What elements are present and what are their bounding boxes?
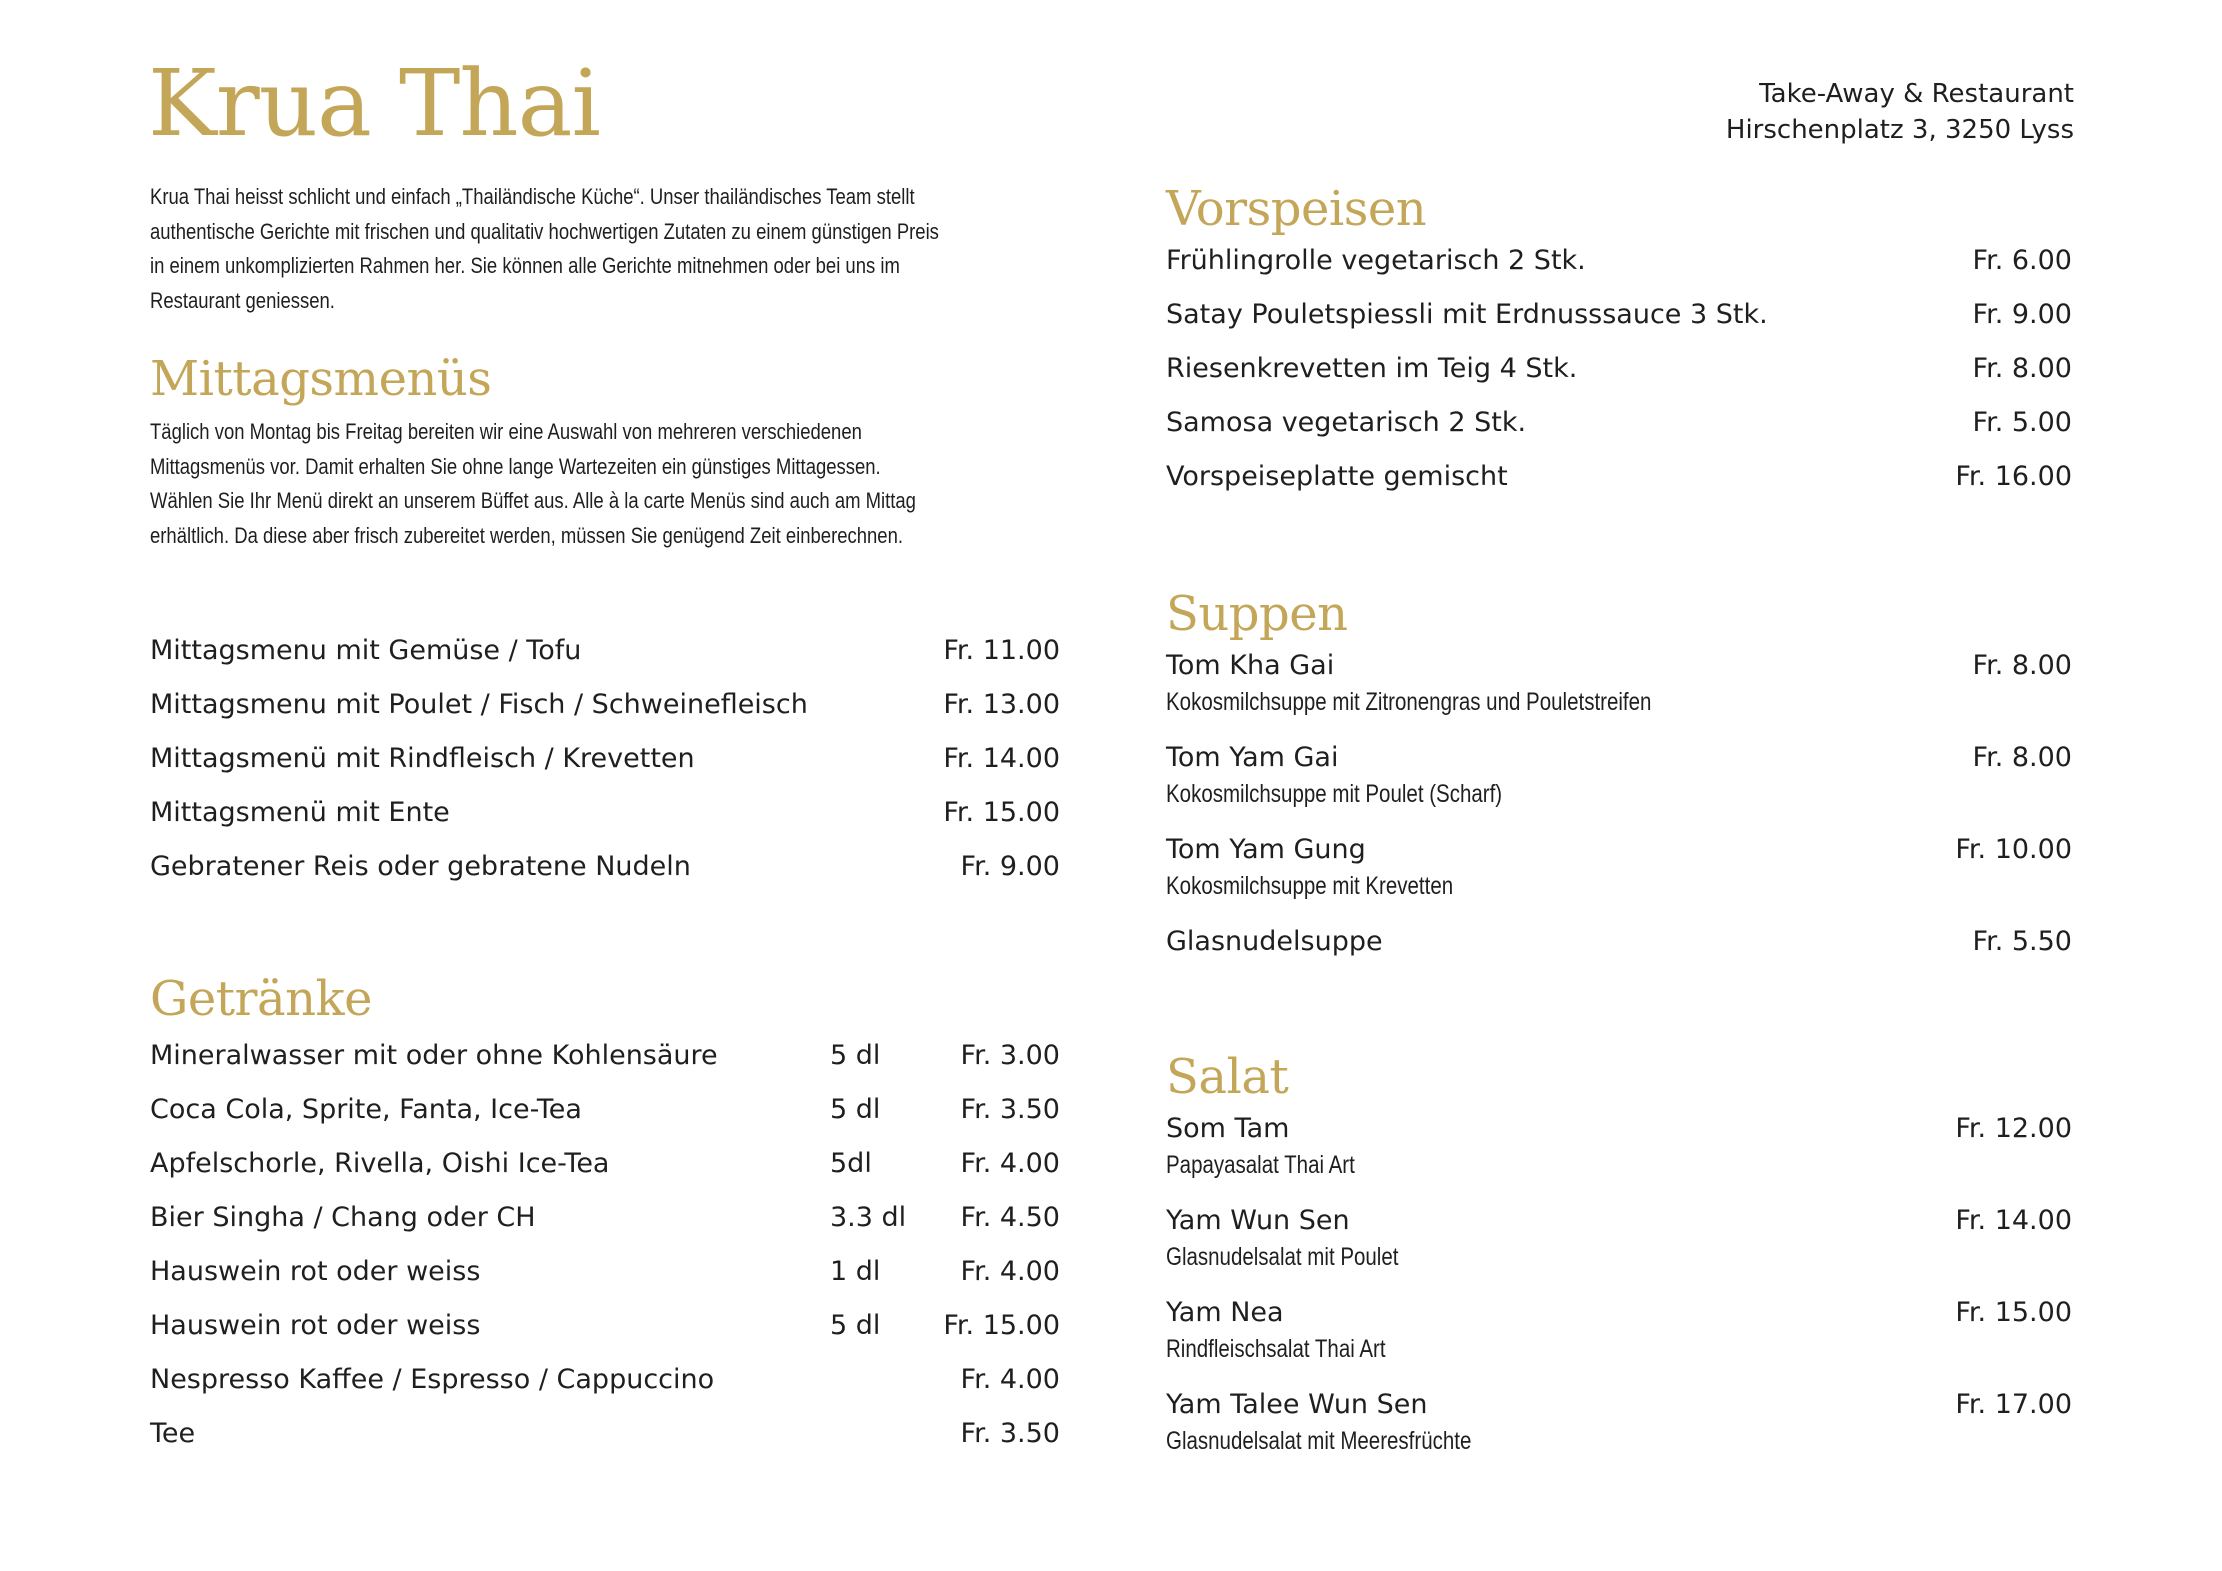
mittagsmenus-list	[150, 635, 1060, 905]
menu-item	[150, 797, 1060, 851]
item-label: Glasnudelsuppe	[1166, 926, 1383, 957]
menu-item	[150, 635, 1060, 689]
item-price: Fr. 15.00	[943, 1310, 1060, 1341]
item-label: Tom Kha Gai	[1166, 650, 1335, 681]
item-price: Fr. 8.00	[1972, 353, 2072, 384]
intro-paragraph	[150, 180, 1074, 318]
item-price: Fr. 14.00	[1955, 1205, 2072, 1236]
item-label: Mittagsmenü mit Rindfleisch / Krevetten	[150, 743, 695, 774]
item-description: Glasnudelsalat mit Poulet	[1166, 1243, 1399, 1271]
intro-line: Restaurant geniessen.	[150, 287, 335, 313]
item-label: Vorspeiseplatte gemischt	[1166, 461, 1508, 492]
salat-list	[1166, 1113, 2072, 1481]
item-price: Fr. 11.00	[943, 635, 1060, 666]
mittag-text-line: Wählen Sie Ihr Menü direkt an unserem Büffet aus. Alle à la carte Menüs sind auch am Mittag	[150, 488, 916, 513]
item-price: Fr. 4.00	[960, 1148, 1060, 1179]
item-price: Fr. 8.00	[1972, 650, 2072, 681]
item-label: Hauswein rot oder weiss	[150, 1256, 481, 1287]
section-heading-suppen: Suppen	[1166, 586, 1348, 642]
item-price: Fr. 4.00	[960, 1256, 1060, 1287]
item-price: Fr. 3.00	[960, 1040, 1060, 1071]
item-size: 5 dl	[830, 1040, 881, 1071]
mittag-text-line: Mittagsmenüs vor. Damit erhalten Sie ohne lange Wartezeiten ein günstiges Mittagessen.	[150, 453, 881, 479]
item-label: Mineralwasser mit oder ohne Kohlensäure	[150, 1040, 718, 1071]
item-size: 5 dl	[830, 1310, 881, 1341]
item-description: Kokosmilchsuppe mit Poulet (Scharf)	[1166, 780, 1503, 808]
restaurant-title: Krua Thai	[148, 50, 600, 157]
item-description: Rindfleischsalat Thai Art	[1166, 1335, 1386, 1363]
item-price: Fr. 15.00	[943, 797, 1060, 828]
item-label: Tom Yam Gung	[1166, 834, 1366, 865]
item-label: Riesenkrevetten im Teig 4 Stk.	[1166, 353, 1578, 384]
item-price: Fr. 5.00	[1972, 407, 2072, 438]
drink-item	[150, 1364, 1060, 1418]
item-label: Mittagsmenu mit Gemüse / Tofu	[150, 635, 582, 666]
menu-item	[1166, 650, 2072, 742]
address-line-1: Take-Away & Restaurant	[1759, 79, 2074, 109]
vorspeisen-list	[1166, 245, 2072, 515]
menu-item	[1166, 742, 2072, 834]
item-price: Fr. 6.00	[1972, 245, 2072, 276]
drink-item	[150, 1202, 1060, 1256]
item-label: Mittagsmenu mit Poulet / Fisch / Schweinefleisch	[150, 689, 808, 720]
section-heading-mittagsmenus: Mittagsmenüs	[150, 351, 492, 407]
item-description: Papayasalat Thai Art	[1166, 1151, 1355, 1179]
item-label: Satay Pouletspiessli mit Erdnusssauce 3 Stk.	[1166, 299, 1768, 330]
section-heading-getraenke: Getränke	[150, 971, 373, 1027]
item-price: Fr. 3.50	[960, 1418, 1060, 1449]
menu-item	[1166, 1205, 2072, 1297]
item-description: Kokosmilchsuppe mit Krevetten	[1166, 872, 1454, 900]
item-price: Fr. 8.00	[1972, 742, 2072, 773]
drink-item	[150, 1418, 1060, 1472]
item-label: Hauswein rot oder weiss	[150, 1310, 481, 1341]
item-price: Fr. 13.00	[943, 689, 1060, 720]
menu-item	[150, 851, 1060, 905]
section-heading-vorspeisen: Vorspeisen	[1166, 181, 1427, 237]
section-heading-salat: Salat	[1166, 1049, 1289, 1105]
drink-item	[150, 1256, 1060, 1310]
getraenke-list	[150, 1040, 1060, 1472]
address-line-2: Hirschenplatz 3, 3250 Lyss	[1725, 115, 2074, 145]
mittag-text-line: Täglich von Montag bis Freitag bereiten wir eine Auswahl von mehreren verschiedenen	[150, 419, 862, 444]
item-price: Fr. 10.00	[1955, 834, 2072, 865]
menu-item	[1166, 1297, 2072, 1389]
item-description: Glasnudelsalat mit Meeresfrüchte	[1166, 1427, 1472, 1455]
item-label: Mittagsmenü mit Ente	[150, 797, 450, 828]
item-label: Frühlingrolle vegetarisch 2 Stk.	[1166, 245, 1586, 276]
item-label: Apfelschorle, Rivella, Oishi Ice-Tea	[150, 1148, 610, 1179]
intro-line: Krua Thai heisst schlicht und einfach „Thailändische Küche“. Unser thailändisches Team stellt	[150, 184, 915, 209]
drink-item	[150, 1310, 1060, 1364]
item-label: Samosa vegetarisch 2 Stk.	[1166, 407, 1527, 438]
item-price: Fr. 4.50	[960, 1202, 1060, 1233]
menu-item	[1166, 1389, 2072, 1481]
menu-item	[1166, 1113, 2072, 1205]
item-price: Fr. 4.00	[960, 1364, 1060, 1395]
item-price: Fr. 16.00	[1955, 461, 2072, 492]
menu-item	[150, 689, 1060, 743]
item-label: Coca Cola, Sprite, Fanta, Ice-Tea	[150, 1094, 582, 1125]
item-price: Fr. 12.00	[1955, 1113, 2072, 1144]
item-price: Fr. 9.00	[1972, 299, 2072, 330]
suppen-list	[1166, 650, 2072, 980]
intro-line: in einem unkomplizierten Rahmen her. Sie können alle Gerichte mitnehmen oder bei uns im	[150, 253, 900, 278]
item-price: Fr. 9.00	[960, 851, 1060, 882]
menu-item	[1166, 461, 2072, 515]
item-size: 1 dl	[830, 1256, 881, 1287]
item-label: Tom Yam Gai	[1166, 742, 1339, 773]
mittagsmenus-description	[150, 415, 1074, 553]
restaurant-address	[1726, 76, 2074, 148]
item-label: Yam Wun Sen	[1166, 1205, 1350, 1236]
item-label: Yam Nea	[1166, 1297, 1284, 1328]
item-price: Fr. 15.00	[1955, 1297, 2072, 1328]
item-price: Fr. 14.00	[943, 743, 1060, 774]
drink-item	[150, 1040, 1060, 1094]
drink-item	[150, 1148, 1060, 1202]
item-label: Som Tam	[1166, 1113, 1290, 1144]
menu-item	[1166, 834, 2072, 926]
item-label: Gebratener Reis oder gebratene Nudeln	[150, 851, 691, 882]
item-label: Tee	[150, 1418, 196, 1449]
menu-item	[1166, 245, 2072, 299]
drink-item	[150, 1094, 1060, 1148]
item-size: 5 dl	[830, 1094, 881, 1125]
menu-item	[1166, 353, 2072, 407]
item-size: 5dl	[830, 1148, 872, 1179]
item-label: Nespresso Kaffee / Espresso / Cappuccino	[150, 1364, 715, 1395]
menu-item	[150, 743, 1060, 797]
menu-item	[1166, 407, 2072, 461]
item-price: Fr. 5.50	[1972, 926, 2072, 957]
item-size: 3.3 dl	[830, 1202, 907, 1233]
mittag-text-line: erhältlich. Da diese aber frisch zubereitet werden, müssen Sie genügend Zeit einberechnen.	[150, 522, 903, 548]
item-price: Fr. 3.50	[960, 1094, 1060, 1125]
item-price: Fr. 17.00	[1955, 1389, 2072, 1420]
item-description: Kokosmilchsuppe mit Zitronengras und Pouletstreifen	[1166, 688, 1652, 716]
item-label: Yam Talee Wun Sen	[1166, 1389, 1428, 1420]
intro-line: authentische Gerichte mit frischen und qualitativ hochwertigen Zutaten zu einem günstigen Preis	[150, 218, 939, 244]
menu-item	[1166, 926, 2072, 980]
menu-item	[1166, 299, 2072, 353]
item-label: Bier Singha / Chang oder CH	[150, 1202, 536, 1233]
